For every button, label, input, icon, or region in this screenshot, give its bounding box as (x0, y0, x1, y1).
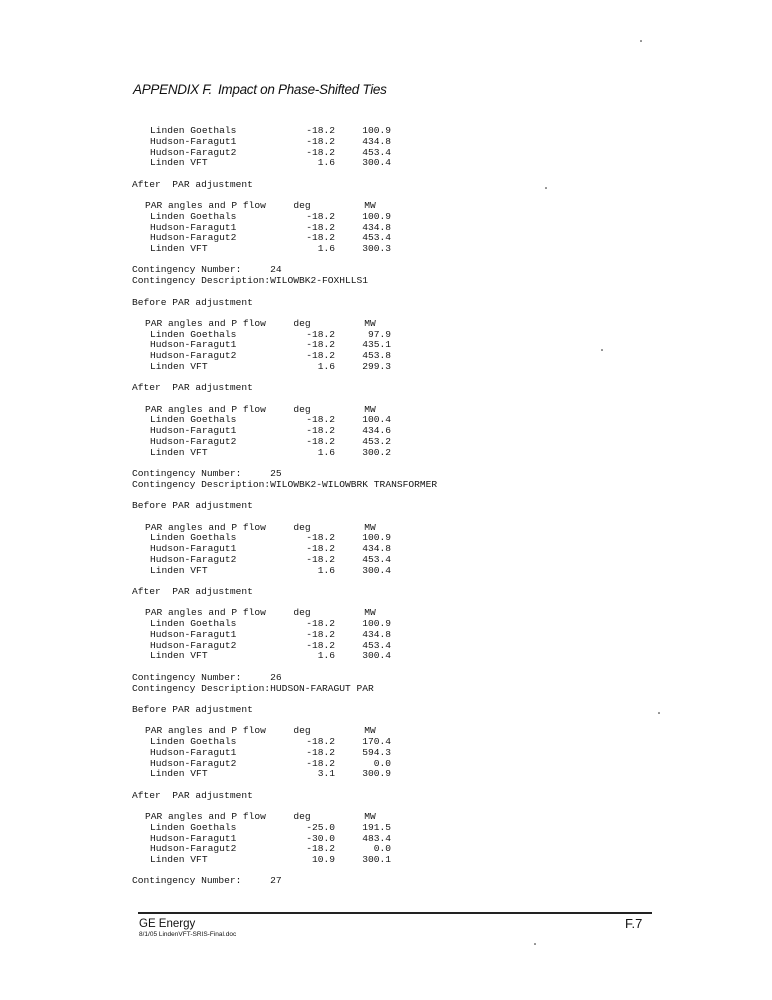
angle-deg: -18.2 (306, 328, 335, 340)
tie-name: Hudson-Faragut1 (150, 628, 237, 640)
text-block (132, 469, 592, 491)
flow-mw: 300.2 (362, 446, 391, 458)
footer-organization: GE Energy (139, 918, 196, 930)
text-line: Contingency Description:WILOWBK2-WILOWBRK TRANSFORMER (132, 478, 438, 490)
angle-deg: -18.2 (306, 125, 335, 136)
flow-mw: 0.0 (373, 757, 391, 769)
tie-name: Linden Goethals (150, 125, 237, 136)
flow-mw: 434.8 (362, 543, 391, 555)
par-flow-table (132, 405, 592, 459)
angle-deg: -18.2 (306, 232, 335, 244)
text-line: Contingency Description:WILOWBK2-FOXHLLS1 (132, 275, 369, 287)
flow-mw: 453.4 (362, 553, 391, 565)
flow-mw: 100.4 (362, 414, 391, 426)
tie-name: Hudson-Faragut2 (150, 146, 237, 158)
table-row (145, 137, 592, 148)
scan-speck (640, 40, 642, 42)
tie-name: Hudson-Faragut1 (150, 543, 237, 555)
flow-mw: 453.4 (362, 639, 391, 651)
flow-mw: 435.1 (362, 339, 391, 351)
tie-name: Linden Goethals (150, 210, 237, 222)
angle-deg: -18.2 (306, 414, 335, 426)
flow-mw: 300.9 (362, 768, 391, 780)
table-body (145, 812, 592, 866)
tie-name: Hudson-Faragut1 (150, 832, 237, 844)
flow-mw: 453.8 (362, 350, 391, 362)
tie-name: Hudson-Faragut1 (150, 221, 237, 233)
column-header-name: PAR angles and P flow (145, 607, 266, 619)
text-line: After PAR adjustment (132, 789, 253, 801)
flow-mw: 300.1 (362, 854, 391, 866)
scan-speck (545, 187, 547, 189)
flow-mw: 191.5 (362, 821, 391, 833)
angle-deg: -18.2 (306, 210, 335, 222)
table-row (145, 362, 592, 373)
tie-name: Linden Goethals (150, 735, 237, 747)
text-line: Before PAR adjustment (132, 500, 253, 512)
flow-mw: 300.3 (362, 243, 391, 255)
text-block (132, 587, 592, 598)
flow-mw: 300.4 (362, 157, 391, 169)
text-block (132, 501, 592, 512)
table-body (145, 201, 592, 255)
angle-deg: -25.0 (306, 821, 335, 833)
angle-deg: -18.2 (306, 543, 335, 555)
flow-mw: 299.3 (362, 361, 391, 373)
text-line: Contingency Number: 27 (132, 875, 282, 887)
angle-deg: -18.2 (306, 746, 335, 758)
angle-deg: 1.6 (317, 564, 335, 576)
column-header-mw: MW (364, 725, 376, 737)
page-number: F.7 (625, 916, 643, 931)
angle-deg: 10.9 (311, 854, 335, 866)
flow-mw: 453.4 (362, 232, 391, 244)
angle-deg: -18.2 (306, 553, 335, 565)
column-header-name: PAR angles and P flow (145, 725, 266, 737)
angle-deg: -18.2 (306, 618, 335, 630)
angle-deg: -18.2 (306, 843, 335, 855)
tie-name: Linden Goethals (150, 414, 237, 426)
text-line: After PAR adjustment (132, 178, 253, 190)
scan-speck (601, 349, 603, 351)
par-flow-table (132, 726, 592, 780)
text-line: Contingency Description:HUDSON-FARAGUT PAR (132, 682, 374, 694)
text-block (132, 705, 592, 716)
footer-left (139, 918, 236, 938)
table-row (145, 448, 592, 459)
par-flow-table (132, 523, 592, 577)
tie-name: Hudson-Faragut1 (150, 339, 237, 351)
scan-speck (534, 943, 536, 945)
tie-name: Linden Goethals (150, 328, 237, 340)
column-header-name: PAR angles and P flow (145, 521, 266, 533)
column-header-mw: MW (364, 403, 376, 415)
table-row (145, 158, 592, 169)
table-row (145, 212, 592, 223)
text-line: Before PAR adjustment (132, 703, 253, 715)
table-row (145, 855, 592, 866)
flow-mw: 0.0 (373, 843, 391, 855)
flow-mw: 100.9 (362, 618, 391, 630)
flow-mw: 453.2 (362, 436, 391, 448)
flow-mw: 100.9 (362, 125, 391, 136)
column-header-mw: MW (364, 317, 376, 329)
table-row (145, 748, 592, 759)
report-body (132, 126, 592, 898)
tie-name: Hudson-Faragut2 (150, 639, 237, 651)
angle-deg: -18.2 (306, 221, 335, 233)
column-header-deg: deg (293, 521, 311, 533)
angle-deg: -30.0 (306, 832, 335, 844)
tie-name: Linden VFT (150, 446, 208, 458)
text-block (132, 298, 592, 309)
table-row (145, 823, 592, 834)
angle-deg: 1.6 (317, 361, 335, 373)
angle-deg: -18.2 (306, 425, 335, 437)
angle-deg: -18.2 (306, 532, 335, 544)
angle-deg: -18.2 (306, 135, 335, 147)
table-body (145, 319, 592, 373)
column-header-name: PAR angles and P flow (145, 199, 266, 211)
column-header-deg: deg (293, 725, 311, 737)
column-header-name: PAR angles and P flow (145, 403, 266, 415)
column-header-deg: deg (293, 810, 311, 822)
text-line: After PAR adjustment (132, 586, 253, 597)
text-block (132, 876, 592, 887)
text-block (132, 791, 592, 802)
flow-mw: 300.4 (362, 564, 391, 576)
flow-mw: 483.4 (362, 832, 391, 844)
column-header-mw: MW (364, 199, 376, 211)
flow-mw: 97.9 (367, 328, 391, 340)
column-header-name: PAR angles and P flow (145, 810, 266, 822)
flow-mw: 434.8 (362, 135, 391, 147)
table-body (145, 405, 592, 459)
tie-name: Hudson-Faragut2 (150, 757, 237, 769)
text-line: Contingency Number: 24 (132, 264, 282, 276)
flow-mw: 434.8 (362, 221, 391, 233)
angle-deg: -18.2 (306, 146, 335, 158)
angle-deg: 1.6 (317, 650, 335, 662)
flow-mw: 434.6 (362, 425, 391, 437)
flow-mw: 300.4 (362, 650, 391, 662)
table-body (145, 726, 592, 780)
table-row (145, 244, 592, 255)
angle-deg: -18.2 (306, 639, 335, 651)
tie-name: Hudson-Faragut2 (150, 436, 237, 448)
column-header-mw: MW (364, 810, 376, 822)
tie-name: Linden Goethals (150, 618, 237, 630)
text-line: Contingency Number: 25 (132, 468, 282, 480)
tie-name: Linden VFT (150, 157, 208, 169)
tie-name: Hudson-Faragut2 (150, 232, 237, 244)
column-header-mw: MW (364, 607, 376, 619)
angle-deg: -18.2 (306, 436, 335, 448)
tie-name: Hudson-Faragut1 (150, 425, 237, 437)
angle-deg: -18.2 (306, 350, 335, 362)
text-block (132, 265, 592, 287)
table-row (145, 566, 592, 577)
tie-name: Linden VFT (150, 650, 208, 662)
tie-name: Linden Goethals (150, 532, 237, 544)
column-header-deg: deg (293, 607, 311, 619)
appendix-heading (133, 82, 387, 97)
angle-deg: 1.6 (317, 446, 335, 458)
text-line: Contingency Number: 26 (132, 671, 282, 683)
table-body (145, 608, 592, 662)
tie-name: Linden VFT (150, 854, 208, 866)
column-header-deg: deg (293, 199, 311, 211)
table-body (145, 523, 592, 577)
par-flow-table (132, 812, 592, 866)
text-line: After PAR adjustment (132, 382, 253, 394)
scan-speck (658, 712, 660, 714)
angle-deg: 3.1 (317, 768, 335, 780)
appendix-title: Impact on Phase-Shifted Ties (217, 82, 387, 97)
angle-deg: -18.2 (306, 339, 335, 351)
angle-deg: 1.6 (317, 243, 335, 255)
footer-filename: 8/1/05 LindenVFT-SRIS-Final.doc (139, 931, 237, 938)
text-line: Before PAR adjustment (132, 296, 253, 308)
tie-name: Hudson-Faragut2 (150, 553, 237, 565)
tie-name: Hudson-Faragut1 (150, 135, 237, 147)
tie-name: Hudson-Faragut1 (150, 746, 237, 758)
table-row (145, 651, 592, 662)
appendix-label: APPENDIX F. (133, 82, 212, 97)
par-flow-table (132, 201, 592, 255)
tie-name: Linden VFT (150, 361, 208, 373)
flow-mw: 170.4 (362, 735, 391, 747)
text-block (132, 180, 592, 191)
column-header-mw: MW (364, 521, 376, 533)
footer-divider (138, 912, 652, 914)
tie-name: Linden VFT (150, 768, 208, 780)
flow-mw: 453.4 (362, 146, 391, 158)
table-body (145, 126, 592, 169)
text-block (132, 673, 592, 695)
par-flow-table (132, 319, 592, 373)
column-header-name: PAR angles and P flow (145, 317, 266, 329)
tie-name: Hudson-Faragut2 (150, 843, 237, 855)
flow-mw: 100.9 (362, 532, 391, 544)
angle-deg: -18.2 (306, 735, 335, 747)
table-row (145, 769, 592, 780)
tie-name: Linden VFT (150, 243, 208, 255)
flow-mw: 594.3 (362, 746, 391, 758)
flow-mw: 100.9 (362, 210, 391, 222)
tie-name: Linden Goethals (150, 821, 237, 833)
par-flow-table (132, 126, 592, 169)
flow-mw: 434.8 (362, 628, 391, 640)
tie-name: Linden VFT (150, 564, 208, 576)
column-header-deg: deg (293, 403, 311, 415)
text-block (132, 383, 592, 394)
column-header-deg: deg (293, 317, 311, 329)
angle-deg: -18.2 (306, 757, 335, 769)
tie-name: Hudson-Faragut2 (150, 350, 237, 362)
angle-deg: -18.2 (306, 628, 335, 640)
par-flow-table (132, 608, 592, 662)
angle-deg: 1.6 (317, 157, 335, 169)
